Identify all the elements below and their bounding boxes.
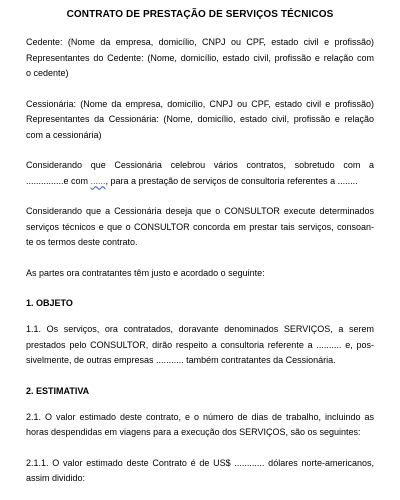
agreement-paragraph (26, 266, 374, 282)
considerando-first-tail: , para a prestação de serviços de consultoria referentes a ........ (105, 175, 358, 186)
cedente-representatives-line: Representantes do Cedente: (Nome, domicílio, estado civil, profissão e relação com (26, 52, 374, 63)
estimativa-subclause-paragraph (26, 456, 374, 487)
agreement-line: As partes ora contratantes têm justo e acordado o seguinte: (26, 267, 265, 278)
estimativa-subclause-line-2: assim dividido: (26, 473, 86, 483)
cessionaria-line: Cessionária: (Nome da empresa, domicílio, CNPJ ou CPF, estado civil e profissão) (26, 98, 374, 109)
considerando-first-line-end (26, 174, 374, 190)
cedente-representatives-line-end: o cedente) (26, 68, 69, 78)
objeto-clause-paragraph (26, 322, 374, 369)
considerando-first-paragraph (26, 158, 374, 189)
cedente-paragraph (26, 35, 374, 82)
considerando-first-line: Considerando que Cessionária celebrou vários contratos, sobretudo com a (26, 160, 374, 170)
estimativa-clause-line-1: 2.1. O valor estimado deste contrato, e o número de dias de trabalho, incluindo as (26, 411, 374, 422)
cessionaria-paragraph (26, 97, 374, 144)
cessionaria-representatives-line: Representantes da Cessionária: (Nome, domicílio, estado civil, profissão e relação (26, 114, 374, 124)
section-objeto-heading: 1. OBJETO (26, 298, 73, 308)
objeto-clause-line-1: 1.1. Os serviços, ora contratados, doravante denominados SERVIÇOS, a serem (26, 324, 374, 334)
estimativa-clause-line-2: horas despendidas em viagens para a execução dos SERVIÇOS, são os seguintes: (26, 427, 361, 437)
estimativa-clause-paragraph (26, 410, 374, 441)
considerando-second-paragraph (26, 204, 374, 251)
considerando-second-line-3: te os termos deste contrato. (26, 237, 138, 247)
spellcheck-mark: ...... (90, 175, 106, 186)
cessionaria-representatives-line-end: com a cessionária) (26, 129, 102, 140)
considerando-second-line-2: serviços técnicos e que o CONSULTOR concorda em prestar tais serviços, consoan- (26, 221, 374, 232)
considerando-first-blank: ...............e com (26, 175, 91, 186)
document-title: CONTRATO DE PRESTAÇÃO DE SERVIÇOS TÉCNICOS (66, 9, 334, 20)
objeto-clause-line-2: prestados pelo CONSULTOR, dirão respeito a consultoria referente a .......... e, pos- (26, 339, 374, 350)
objeto-clause-line-3: sivelmente, de outras empresas ........... também contratantes da Cessionária. (26, 355, 336, 365)
estimativa-subclause-line-1: 2.1.1. O valor estimado deste Contrato é de US$ ............ dólares norte-americanos, (26, 457, 374, 468)
considerando-second-line-1: Considerando que a Cessionária deseja que o CONSULTOR execute determinados (26, 206, 374, 216)
cedente-line: Cedente: (Nome da empresa, domicílio, CNPJ ou CPF, estado civil e profissão) (26, 37, 374, 47)
section-estimativa-heading: 2. ESTIMATIVA (26, 385, 90, 396)
